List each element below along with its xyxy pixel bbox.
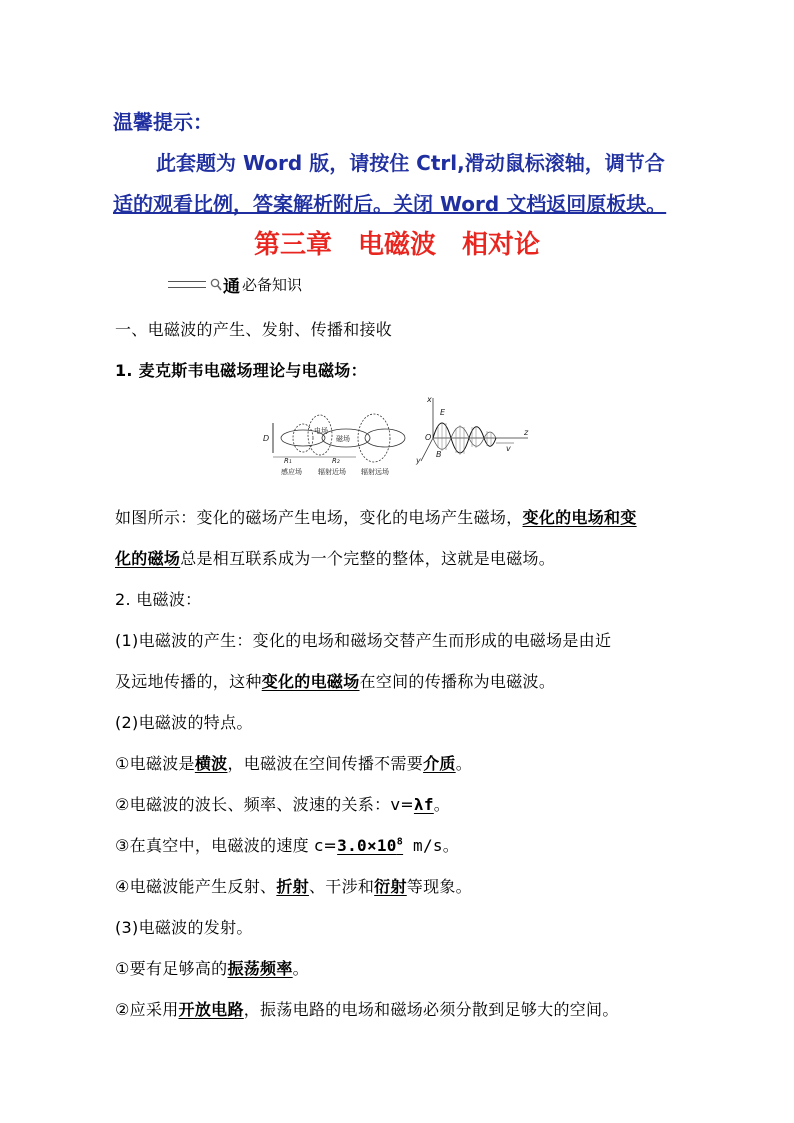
answer-span: 变化的电磁场 <box>261 672 360 691</box>
fig-label-E: E <box>440 408 446 417</box>
answer-span: λf <box>413 795 434 814</box>
fig-label-D: D <box>263 434 270 443</box>
fig-label-magnetic: 磁场 <box>336 435 350 443</box>
fig-label-y: y <box>416 456 421 465</box>
para1-line2: 化的磁场总是相互联系成为一个完整的整体，这就是电磁场。 <box>115 549 556 568</box>
answer-span: 化的磁场 <box>115 549 181 568</box>
emission-2: ②应采用开放电路，振荡电路的电场和磁场必须分散到足够大的空间。 <box>115 1000 619 1019</box>
emission-1: ①要有足够高的振荡频率。 <box>115 959 309 978</box>
fig-label-x: x <box>427 395 432 404</box>
fig-label-O: O <box>425 433 432 442</box>
feature-1: ①电磁波是横波，电磁波在空间传播不需要介质。 <box>115 754 472 773</box>
feature-4: ④电磁波能产生反射、折射、干涉和衍射等现象。 <box>115 877 472 896</box>
tip-line-1: 此套题为 Word 版，请按住 Ctrl,滑动鼠标滚轴，调节合 <box>156 151 665 175</box>
magnifier-icon <box>210 278 222 292</box>
sub3-title: (3)电磁波的发射。 <box>115 918 253 937</box>
answer-span: 振荡频率 <box>227 959 293 978</box>
answer-span: 开放电路 <box>178 1000 244 1019</box>
fig-label-induction: 感应场 <box>281 468 302 476</box>
answer-span: 介质 <box>423 754 456 773</box>
item2-title: 2. 电磁波： <box>115 590 202 609</box>
item1-title: 1. 麦克斯韦电磁场理论与电磁场： <box>115 361 367 380</box>
electromagnetic-field-figure <box>258 393 533 479</box>
fig-label-R1: R₁ <box>284 457 292 465</box>
feature-2: ②电磁波的波长、频率、波速的关系：v=λf。 <box>115 795 451 814</box>
sub2-title: (2)电磁波的特点。 <box>115 713 253 732</box>
para1-line1: 如图所示：变化的磁场产生电场，变化的电场产生磁场，变化的电场和变 <box>115 508 637 527</box>
fig-label-v: v <box>506 444 511 453</box>
answer-span: 变化的电场和变 <box>522 508 637 527</box>
answer-span: 衍射 <box>374 877 407 896</box>
tip-title: 温馨提示： <box>113 110 213 134</box>
section-header <box>168 272 302 297</box>
decorative-double-line <box>168 281 206 288</box>
section-header-label: 必备知识 <box>242 276 303 294</box>
fig-label-z: z <box>524 428 529 437</box>
answer-span: $3.0\times 10^8$ <box>337 836 404 855</box>
section1-title: 一、电磁波的产生、发射、传播和接收 <box>115 320 393 339</box>
chapter-title: 第三章 电磁波 相对论 <box>253 230 540 260</box>
section-badge: 通 <box>223 277 240 297</box>
fig-label-R2: R₂ <box>332 457 340 465</box>
sub1-line1: (1)电磁波的产生：变化的电场和磁场交替产生而形成的电磁场是由近 <box>115 631 612 650</box>
fig-label-B: B <box>436 450 442 459</box>
sub1-line2: 及远地传播的，这种变化的电磁场在空间的传播称为电磁波。 <box>115 672 556 691</box>
answer-span: 折射 <box>276 877 309 896</box>
tip-line-2: 适的观看比例，答案解析附后。关闭 Word 文档返回原板块。 <box>113 192 667 216</box>
answer-span: 横波 <box>194 754 228 773</box>
fig-label-far: 辐射远场 <box>361 468 389 476</box>
fig-label-near: 辐射近场 <box>318 468 346 476</box>
feature-3: ③在真空中，电磁波的速度 $c=3.0\times 10^8$ m/s。 <box>115 836 460 855</box>
fig-label-electric: 电场 <box>314 427 328 435</box>
